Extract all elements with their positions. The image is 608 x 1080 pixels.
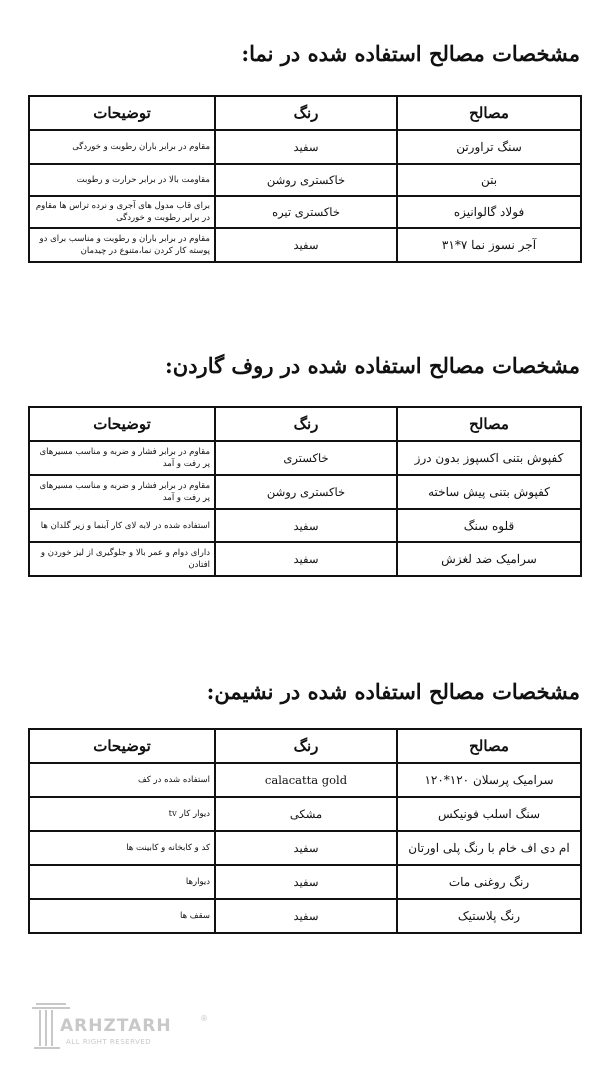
roof-garden-title: مشخصات مصالح استفاده شده در روف گاردن: (165, 353, 580, 378)
living-room-section (28, 678, 580, 938)
table-row (29, 509, 581, 542)
watermark-registered: ® (200, 1014, 208, 1023)
color-cell: سفید (215, 899, 397, 933)
color-cell: calacatta gold (215, 763, 397, 797)
header-color: رنگ (215, 96, 397, 130)
table-row (29, 164, 581, 196)
color-cell: سفید (215, 509, 397, 542)
color-cell: سفید (215, 865, 397, 899)
facade-title: مشخصات مصالح استفاده شده در نما: (241, 41, 580, 66)
living-room-title: مشخصات مصالح استفاده شده در نشیمن: (206, 679, 580, 704)
table-row (29, 228, 581, 262)
table-row (29, 130, 581, 164)
material-cell: بتن (397, 164, 581, 196)
material-cell: سرامیک پرسلان ۱۲۰*۱۲۰ (397, 763, 581, 797)
description-cell: مقاوم در برابر فشار و ضربه و مناسب مسیرهای پر رفت و آمد (29, 475, 215, 509)
table-header-row (29, 729, 581, 763)
watermark-logo (30, 1002, 208, 1054)
color-cell: سفید (215, 130, 397, 164)
material-cell: سنگ اسلب فونیکس (397, 797, 581, 831)
description-cell: کد و کابخانه و کابینت ها (29, 831, 215, 865)
color-cell: سفید (215, 542, 397, 576)
description-cell: دارای دوام و عمر بالا و جلوگیری از لیز خوردن و افتادن (29, 542, 215, 576)
header-description: توضیحات (29, 96, 215, 130)
description-cell: مقاوم در برابر باران رطوبت و خوردگی (29, 130, 215, 164)
table-row (29, 831, 581, 865)
header-material: مصالح (397, 407, 581, 441)
description-cell: برای قاب مدول های آجری و نرده تراس ها مقاوم در برابر رطوبت و خوردگی (29, 196, 215, 228)
header-material: مصالح (397, 729, 581, 763)
header-description: توضیحات (29, 729, 215, 763)
roof-garden-section (28, 352, 580, 582)
header-material: مصالح (397, 96, 581, 130)
color-cell: سفید (215, 228, 397, 262)
color-cell: خاکستری تیره (215, 196, 397, 228)
color-cell: خاکستری روشن (215, 475, 397, 509)
color-cell: خاکستری (215, 441, 397, 475)
material-cell: کفپوش بتنی پیش ساخته (397, 475, 581, 509)
table-row (29, 797, 581, 831)
table-row (29, 899, 581, 933)
material-cell: کفپوش بتنی اکسپوز بدون درز (397, 441, 581, 475)
table-row (29, 475, 581, 509)
description-cell: استفاده شده در لابه لای کار آبنما و زیر گلدان ها (29, 509, 215, 542)
facade-table (28, 95, 582, 263)
header-description: توضیحات (29, 407, 215, 441)
header-color: رنگ (215, 407, 397, 441)
material-cell: قلوه سنگ (397, 509, 581, 542)
watermark-subtitle: ALL RIGHT RESERVED (66, 1038, 152, 1046)
description-cell: دیوارها (29, 865, 215, 899)
material-cell: سرامیک ضد لغزش (397, 542, 581, 576)
material-cell: آجر نسوز نما ۷*۳۱ (397, 228, 581, 262)
table-row (29, 542, 581, 576)
material-cell: رنگ روغنی مات (397, 865, 581, 899)
description-cell: دیوار کار tv (29, 797, 215, 831)
header-color: رنگ (215, 729, 397, 763)
watermark-brand: ARHZTARH (60, 1016, 172, 1036)
description-cell: استفاده شده در کف (29, 763, 215, 797)
color-cell: سفید (215, 831, 397, 865)
roof-garden-table (28, 406, 582, 577)
table-row (29, 441, 581, 475)
material-cell: سنگ تراورتن (397, 130, 581, 164)
material-cell: رنگ پلاستیک (397, 899, 581, 933)
material-cell: ام دی اف خام با رنگ پلی اورتان (397, 831, 581, 865)
table-row (29, 763, 581, 797)
color-cell: مشکی (215, 797, 397, 831)
description-cell: مقاوم در برابر باران و رطوبت و مناسب برای دو پوسته کار کردن نما،متنوع در چیدمان (29, 228, 215, 262)
material-cell: فولاد گالوانیزه (397, 196, 581, 228)
table-header-row (29, 407, 581, 441)
table-row (29, 196, 581, 228)
color-cell: خاکستری روشن (215, 164, 397, 196)
table-row (29, 865, 581, 899)
description-cell: سقف ها (29, 899, 215, 933)
living-room-table (28, 728, 582, 934)
table-header-row (29, 96, 581, 130)
description-cell: مقاومت بالا در برابر حرارت و رطوبت (29, 164, 215, 196)
facade-section (28, 40, 580, 270)
description-cell: مقاوم در برابر فشار و ضربه و مناسب مسیرهای پر رفت و آمد (29, 441, 215, 475)
